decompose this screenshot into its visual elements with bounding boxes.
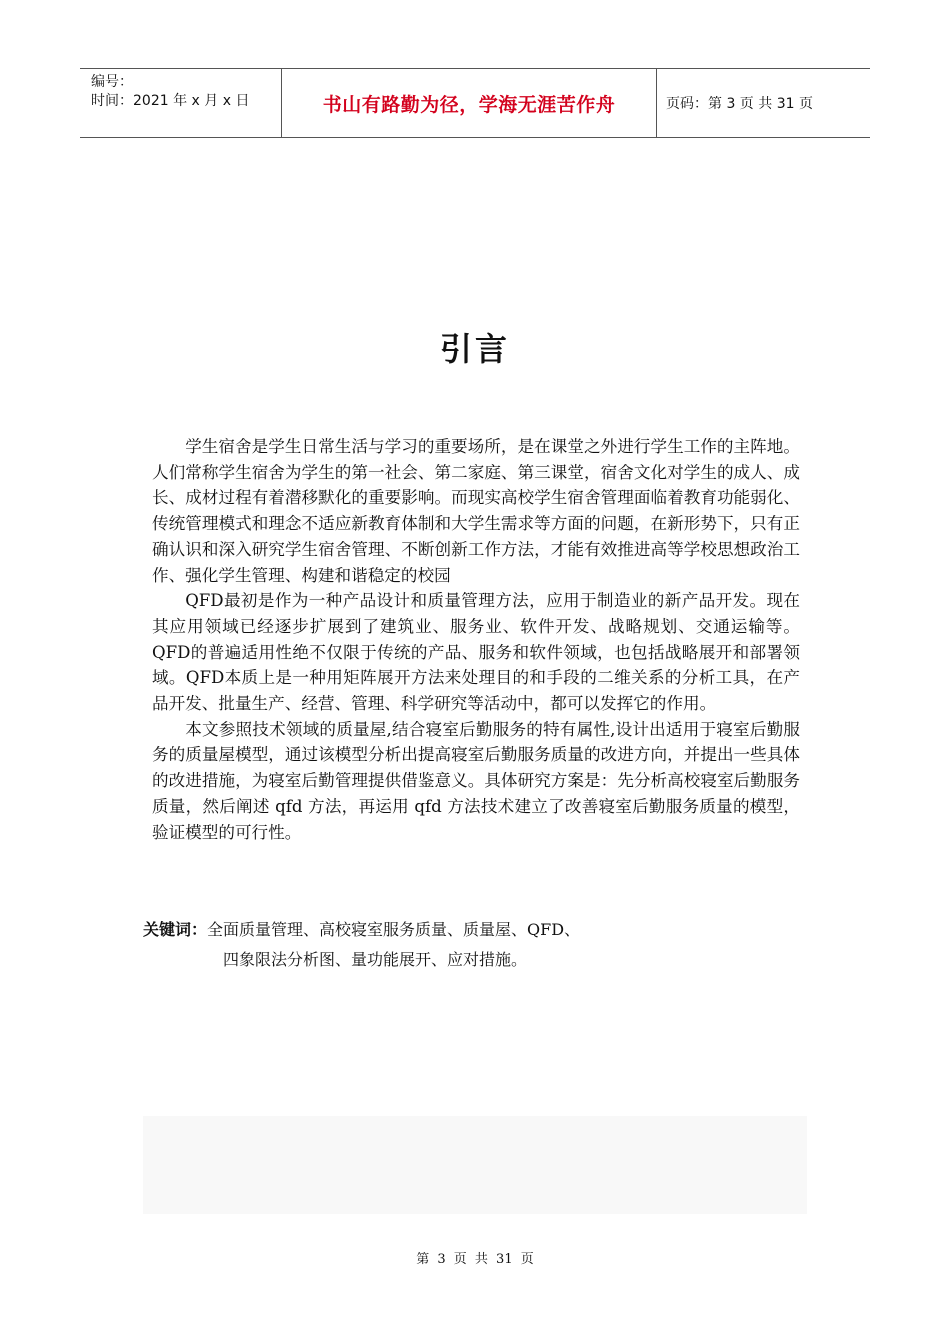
page-footer: 第 3 页 共 31 页 (416, 1252, 534, 1267)
page-header (80, 68, 870, 138)
paragraph-2: QFD最初是作为一种产品设计和质量管理方法，应用于制造业的新产品开发。现在其应用领域已经逐步扩展到了建筑业、服务业、软件开发、战略规划、交通运输等。QFD的普遍适用性绝不仅限于传统的产品、服务和软件领域，也包括战略展开和部署领域。QFD本质上是一种用矩阵展开方法来处理目的和手段的二维关系的分析工具，在产品开发、批量生产、经营、管理、科学研究等活动中，都可以发挥它的作用。 (152, 591, 800, 714)
header-date: 时间：2021 年 x 月 x 日 (91, 93, 250, 109)
blank-area (143, 1116, 807, 1214)
keywords-label: 关键词： (143, 920, 208, 939)
header-motto: 书山有路勤为径，学海无涯苦作舟 (281, 69, 657, 137)
body-text (152, 434, 800, 845)
header-number: 编号： (91, 74, 133, 90)
header-meta (80, 69, 281, 137)
keywords-line-2: 四象限法分析图、量功能展开、应对措施。 (223, 950, 528, 969)
header-page-info: 页码：第 3 页 共 31 页 (666, 96, 813, 112)
keywords-block (143, 915, 580, 975)
paragraph-1: 学生宿舍是学生日常生活与学习的重要场所，是在课堂之外进行学生工作的主阵地。人们常称学生宿舍为学生的第一社会、第二家庭、第三课堂，宿舍文化对学生的成人、成长、成材过程有着潜移默化的重要影响。而现实高校学生宿舍管理面临着教育功能弱化、传统管理模式和理念不适应新教育体制和大学生需求等方面的问题，在新形势下，只有正确认识和深入研究学生宿舍管理、不断创新工作方法，才能有效推进高等学校思想政治工作、强化学生管理、构建和谐稳定的校园 (152, 437, 800, 585)
page-title: 引言 (439, 330, 510, 368)
keywords-line-1: 全面质量管理、高校寝室服务质量、质量屋、QFD、 (207, 920, 581, 939)
paragraph-3: 本文参照技术领域的质量屋,结合寝室后勤服务的特有属性,设计出适用于寝室后勤服务的质量屋模型，通过该模型分析出提高寝室后勤服务质量的改进方向，并提出一些具体的改进措施，为寝室后勤管理提供借鉴意义。具体研究方案是：先分析高校寝室后勤服务质量，然后阐述 qfd 方法，再运用 qfd 方法技术建立了改善寝室后勤服务质量的模型，验证模型的可行性。 (152, 719, 800, 842)
